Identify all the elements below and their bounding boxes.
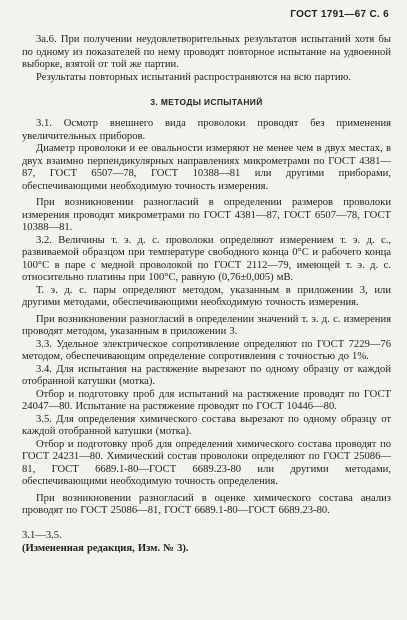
paragraph-3-4: 3.4. Для испытания на растяжение вырезают по одному образцу от каждой отобранной катушки (мотка). <box>22 363 391 387</box>
paragraph-chem-samples: Отбор и подготовку проб для определения химического состава проводят по ГОСТ 24231—80. Химический состав проволоки определяют по ГОСТ 25086—81, ГОСТ 6689.1-80—ГОСТ 6689.23-80 или другими методами, обеспечивающими необходимую точность определения. <box>22 438 391 487</box>
paragraph-3a6: 3а.6. При получении неудовлетворительных результатов испытаний хотя бы по одному из показателей по нему проводят повторное испытание на удвоенной выборке, взятой от той же партии. <box>22 34 391 70</box>
paragraph-3-1: 3.1. Осмотр внешнего вида проволоки проводят без применения увеличительных приборов. <box>22 118 391 142</box>
amendment-prefix: 3.1—3.5. <box>22 530 62 541</box>
amendment-note <box>22 518 391 556</box>
paragraph-3-5: 3.5. Для определения химического состава вырезают по одному образцу от каждой отобранной катушки (мотка). <box>22 413 391 437</box>
paragraph-3-2: 3.2. Величины т. э. д. с. проволоки определяют измерением т. э. д. с., развиваемой образцом при температуре свободного конца 0°С и рабочего конца 100°С в паре с медной проволокой по ГОСТ 2112—79, имеющей т. э. д. с. относительно платины при 100°С, равную (0,76±0,005) мВ. <box>22 234 391 283</box>
section-title: 3. МЕТОДЫ ИСПЫТАНИЙ <box>150 97 263 107</box>
page-header: ГОСТ 1791—67 С. 6 <box>290 9 389 20</box>
paragraph-results: Результаты повторных испытаний распространяются на всю партию. <box>36 71 352 83</box>
paragraph-chem-disputes: При возникновении разногласий в оценке химического состава анализ проводят по ГОСТ 25086—81, ГОСТ 6689.1-80—ГОСТ 6689.23-80. <box>22 492 391 516</box>
paragraph-3-3: 3.3. Удельное электрическое сопротивление определяют по ГОСТ 7229—76 методом, обеспечивающим определение сопротивления с точностью до 1%. <box>22 338 391 362</box>
amendment-bold: (Измененная редакция, Изм. № 3). <box>22 542 189 554</box>
paragraph-emf-method: Т. э. д. с. пары определяют методом, указанным в приложении 3, или другими методами, обеспечивающими необходимую точность измерения. <box>22 284 391 308</box>
paragraph-diameter: Диаметр проволоки и ее овальности измеряют не менее чем в двух местах, в двух взаимно перпендикулярных направлениях микрометрами по ГОСТ 4381—87, ГОСТ 6507—78, ГОСТ 10388—81 или другими приборами, обеспечивающими необходимую точность измерения. <box>22 143 391 192</box>
document-body <box>22 34 391 555</box>
paragraph-size-disputes: При возникновении разногласий в определении размеров проволоки измерения проводят микрометрами по ГОСТ 4381—87, ГОСТ 6507—78, ГОСТ 10388—81. <box>22 197 391 233</box>
paragraph-emf-disputes: При возникновении разногласий в определении значений т. э. д. с. измерения проводят методом, указанным в приложении 3. <box>22 313 391 337</box>
paragraph-tensile-samples: Отбор и подготовку проб для испытаний на растяжение проводят по ГОСТ 24047—80. Испытание на растяжение проводят по ГОСТ 10446—80. <box>22 388 391 412</box>
